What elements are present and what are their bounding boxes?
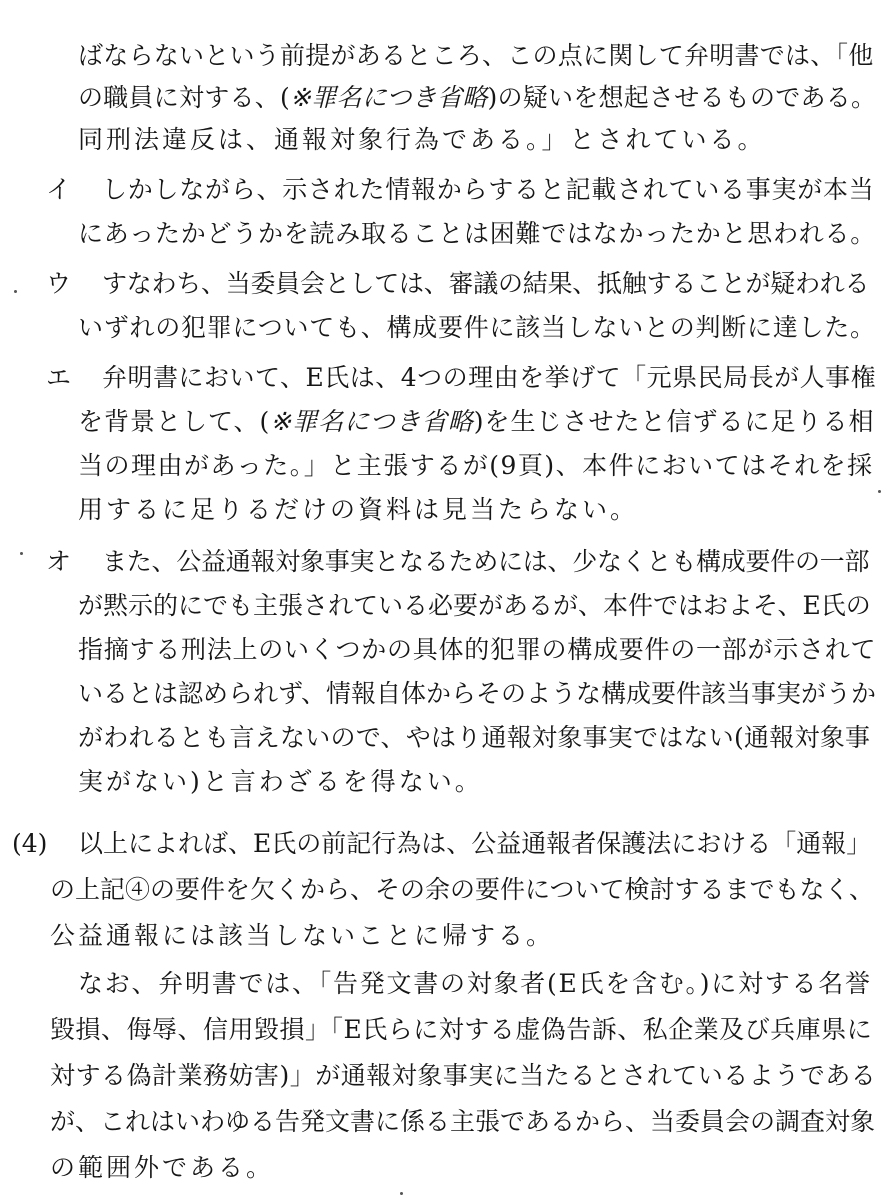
item-i-line-1: しかしながら、示された情報からすると記載されている事実が本当	[102, 175, 875, 204]
intro-line-2-lead: の職員に対する、(	[78, 83, 291, 112]
item-o-line-1: また、公益通報対象事実となるためには、少なくとも構成要件の一部	[102, 547, 870, 576]
intro-line-1: ばならないという前提があるところ、この点に関して弁明書では、「他	[78, 41, 874, 70]
note-line-4: が、これはいわゆる告発文書に係る主張であるから、当委員会の調査対象	[50, 1107, 876, 1136]
scan-speck	[878, 490, 881, 493]
item-u-line-1: すなわち、当委員会としては、審議の結果、抵触することが疑われる	[102, 269, 870, 298]
scan-speck	[400, 1192, 403, 1195]
intro-line-3: 同刑法違反は、通報対象行為である。」とされている。	[78, 125, 766, 154]
item-u-line-2: いずれの犯罪についても、構成要件に該当しないとの判断に達した。	[78, 313, 876, 342]
scan-speck	[20, 552, 23, 555]
item-e-line-3: 当の理由があった。」と主張するが(9頁)、本件においてはそれを採	[78, 451, 874, 480]
item-u-marker: ウ	[46, 269, 72, 298]
item-e-line-4: 用するに足りるだけの資料は見当たらない。	[78, 495, 639, 524]
section-4-marker: (4)	[12, 829, 48, 858]
intro-line-2-tail: )の疑いを想起させるものである。	[487, 83, 877, 112]
item-o-line-6: 実がない)と言わざるを得ない。	[78, 767, 483, 796]
note-line-1: なお、弁明書では、「告発文書の対象者(E氏を含む。)に対する名誉	[78, 969, 872, 998]
section-4-line-2: の上記④の要件を欠くから、その余の要件について検討するまでもなく、	[50, 875, 875, 904]
scan-speck	[14, 290, 17, 293]
note-line-5: の範囲外である。	[50, 1153, 275, 1182]
section-4-line-3: 公益通報には該当しないことに帰する。	[50, 921, 555, 950]
item-i-marker: イ	[46, 175, 72, 204]
item-i-line-2: にあったかどうかを読み取ることは困難ではなかったかと思われる。	[78, 219, 877, 248]
item-o-line-5: がわれるとも言えないので、やはり通報対象事実ではない(通報対象事	[78, 723, 871, 752]
item-e-line-2-lead: を背景として、(	[78, 407, 271, 436]
item-o-line-4: いるとは認められず、情報自体からそのような構成要件該当事実がうか	[78, 679, 877, 708]
item-e-line-2-tail: )を生じさせたと信ずるに足りる相	[473, 407, 875, 436]
item-o-marker: オ	[46, 547, 72, 576]
intro-line-2	[78, 82, 876, 114]
item-e-line-1: 弁明書において、E氏は、4つの理由を挙げて「元県民局長が人事権	[102, 363, 877, 392]
item-e-line-2	[78, 406, 874, 438]
omitted-charge-note: ※罪名につき省略	[270, 407, 474, 436]
note-line-3: 対する偽計業務妨害)」が通報対象事実に当たるとされているようである	[50, 1061, 877, 1090]
note-line-2: 毀損、侮辱、信用毀損」「E氏らに対する虚偽告訴、私企業及び兵庫県に	[50, 1015, 873, 1044]
item-e-marker: エ	[46, 363, 72, 392]
item-o-line-2: が黙示的にでも主張されている必要があるが、本件ではおよそ、E氏の	[78, 591, 871, 620]
item-o-line-3: 指摘する刑法上のいくつかの具体的犯罪の構成要件の一部が示されて	[78, 635, 877, 664]
section-4-line-1: 以上によれば、E氏の前記行為は、公益通報者保護法における「通報」	[78, 829, 872, 858]
omitted-charge-note: ※罪名につき省略	[290, 83, 488, 112]
